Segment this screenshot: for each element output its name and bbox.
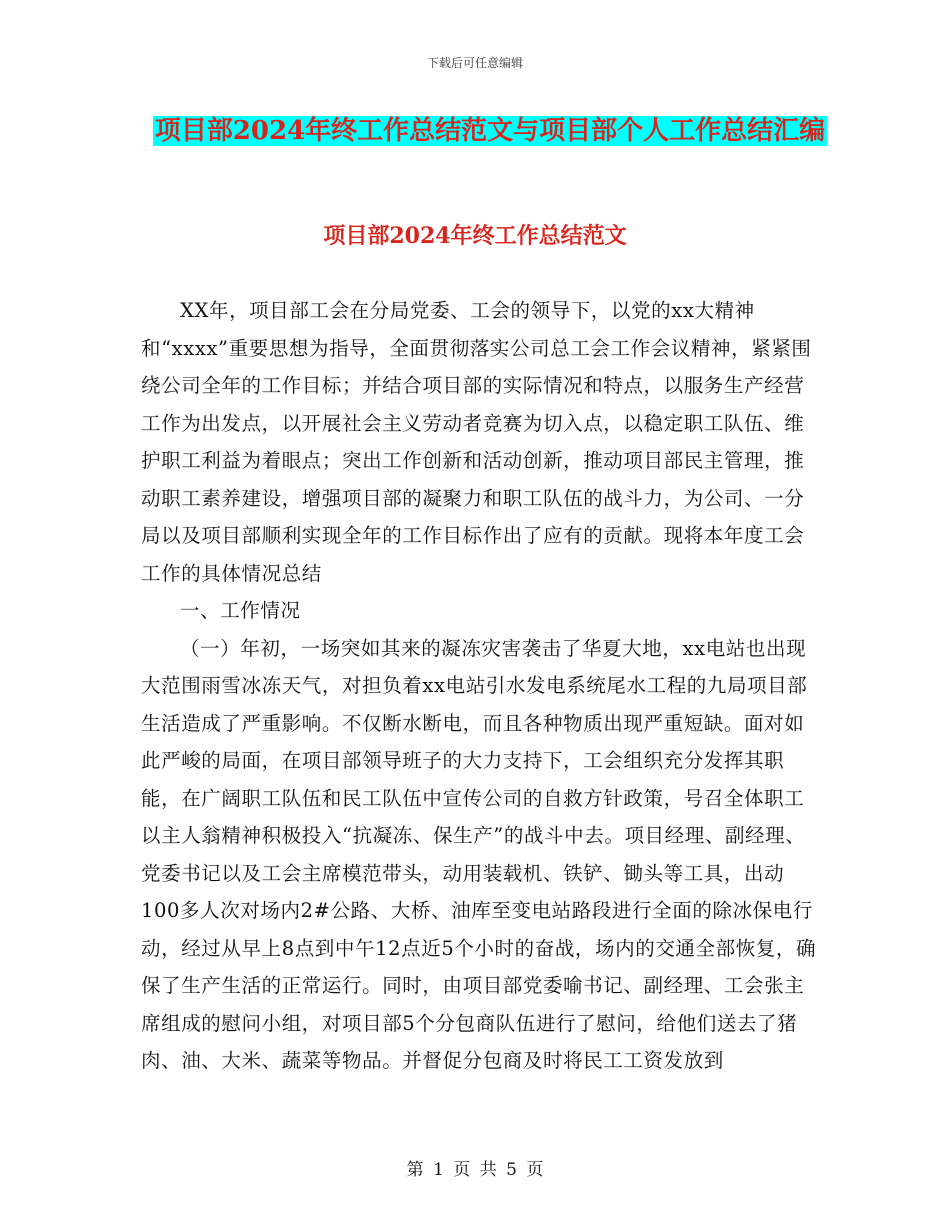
header-note: 下载后可任意编辑 [426,56,523,70]
document-title-text: 项目部2024年终工作总结范文与项目部个人工作总结汇编 [154,116,826,146]
document-title [150,108,830,154]
paragraph-heading-work-status: 一、工作情况 [180,599,301,622]
document-body [141,292,817,1080]
section-title: 项目部2024年终工作总结范文 [323,223,627,249]
page-number: 第 1 页 共 5 页 [406,1160,544,1180]
paragraph-intro: XX年，项目部工会在分局党委、工会的领导下，以党的xx大精神和“xxxx”重要思想为指导，全面贯彻落实公司总工会工作会议精神，紧紧围绕公司全年的工作目标；并结合项目部的实际情况和特点，以服务生产经营工作为出发点，以开展社会主义劳动者竞赛为切入点，以稳定职工队伍、维护职工利益为着眼点；突出工作创新和活动创新，推动项目部民主管理，推动职工素养建设，增强项目部的凝聚力和职工队伍的战斗力，为公司、一分局以及项目部顺利实现全年的工作目标作出了应有的贡献。现将本年度工会工作的具体情况总结 [141,299,812,585]
paragraph-item-1: （一）年初，一场突如其来的凝冻灾害袭击了华夏大地，xx电站也出现大范围雨雪冰冻天气，对担负着xx电站引水发电系统尾水工程的九局项目部生活造成了严重影响。不仅断水断电，而且各种物质出现严重短缺。面对如此严峻的局面，在项目部领导班子的大力支持下，工会组织充分发挥其职能，在广阔职工队伍和民工队伍中宣传公司的自救方针政策，号召全体职工以主人翁精神积极投入“抗凝冻、保生产”的战斗中去。项目经理、副经理、党委书记以及工会主席模范带头，动用装载机、铁铲、锄头等工具，出动100多人次对场内2#公路、大桥、油库至变电站路段进行全面的除冰保电行动，经过从早上8点到中午12点近5个小时的奋战，场内的交通全部恢复，确保了生产生活的正常运行。同时，由项目部党委喻书记、副经理、工会张主席组成的慰问小组，对项目部5个分包商队伍进行了慰问，给他们送去了猪肉、油、大米、蔬菜等物品。并督促分包商及时将民工工资发放到 [141,636,817,1072]
